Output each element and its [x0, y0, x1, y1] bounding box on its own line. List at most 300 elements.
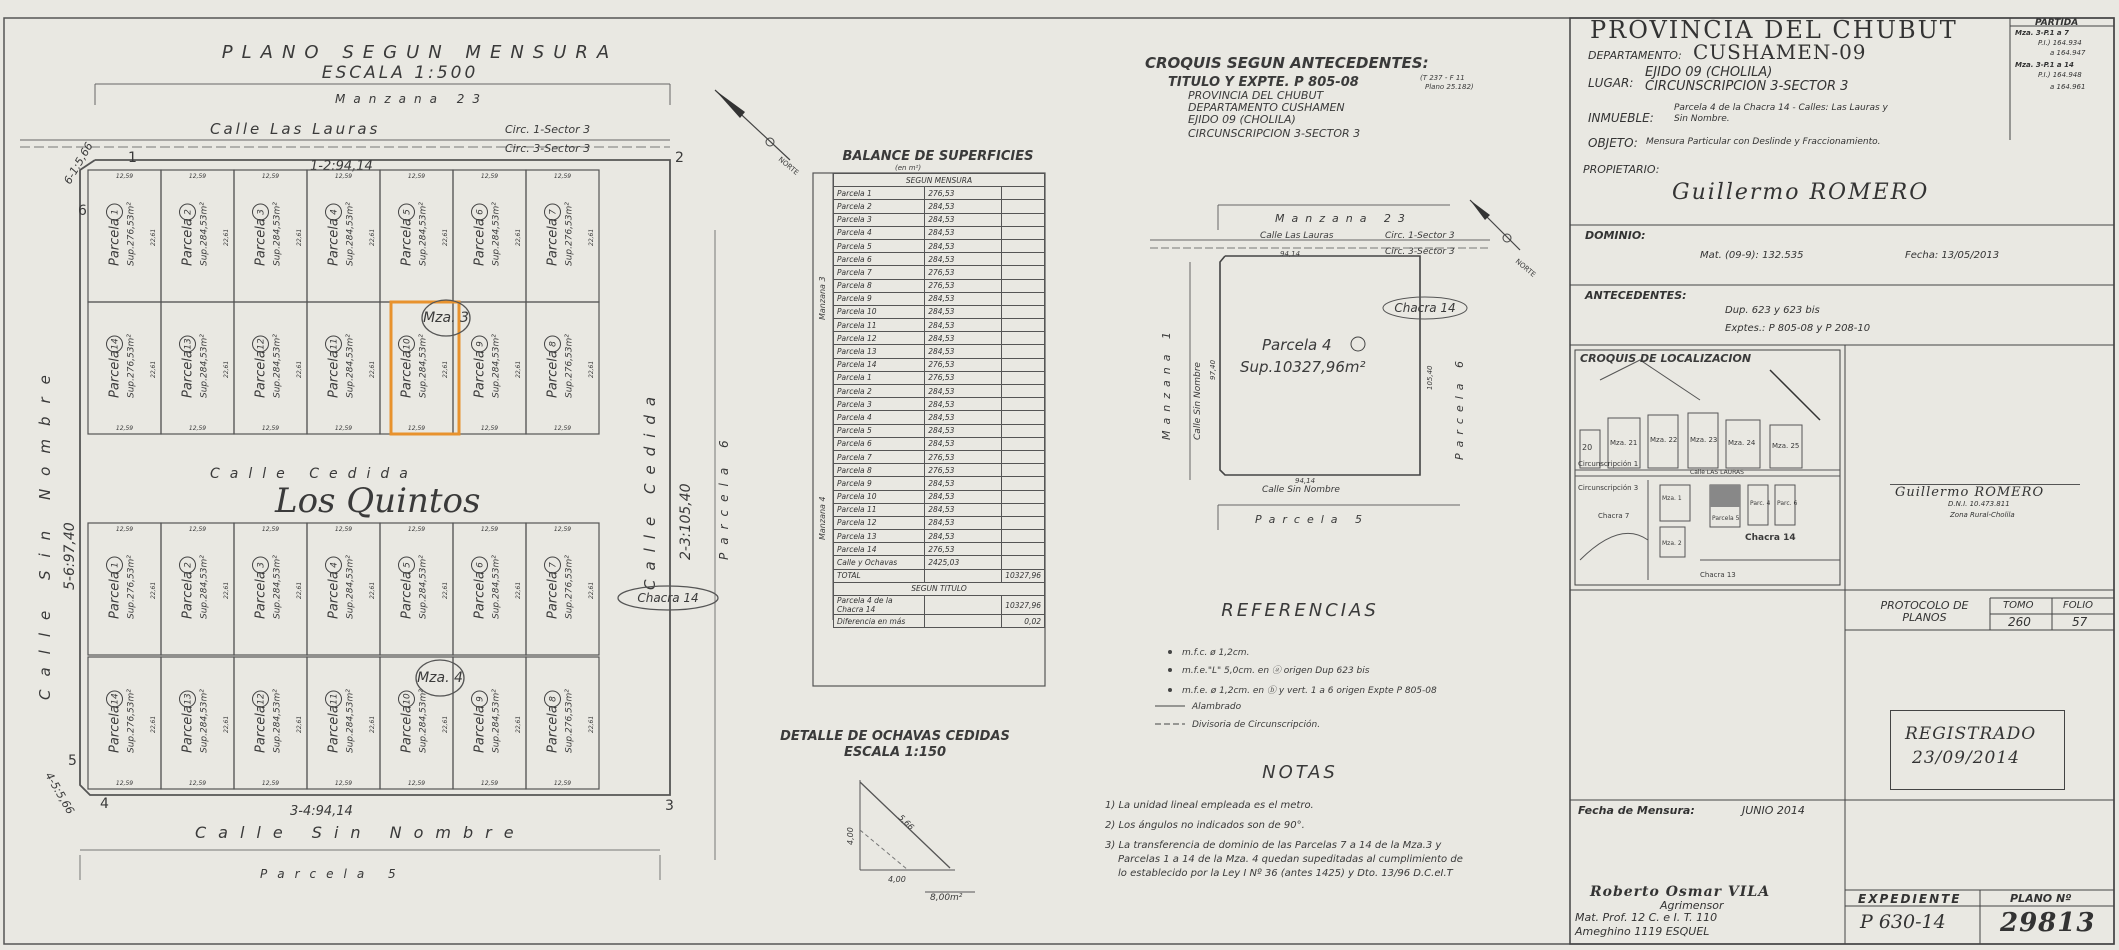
lot-surface: Sup.276,53m² — [126, 555, 137, 619]
svg-text:3) La transferencia de dominio: 3) La transferencia de dominio de las Parcelas 7 a 14 de la Mza.3 y — [1105, 840, 1442, 851]
lot-surface: Sup.284,53m² — [199, 334, 210, 398]
svg-text:(T 237 - F 11: (T 237 - F 11 — [1420, 74, 1465, 82]
svg-text:Mza. 22: Mza. 22 — [1650, 436, 1678, 444]
lot-depth: 22,61 — [515, 228, 522, 246]
lot-parcela-label: Parcela — [326, 218, 342, 266]
svg-text:ESCALA 1:150: ESCALA 1:150 — [843, 745, 947, 760]
tb-tomo-label: TOMO — [2003, 600, 2034, 611]
svg-text:DEPARTAMENTO CUSHAMEN: DEPARTAMENTO CUSHAMEN — [1188, 101, 1345, 114]
svg-text:Circ. 1-Sector 3: Circ. 1-Sector 3 — [1385, 231, 1455, 241]
svg-text:lo establecido por la Ley I Nº: lo establecido por la Ley I Nº 36 (antes 1425) y Dto. 13/96 D.C.eI.T — [1118, 868, 1453, 879]
balance-row: Calle y Ochavas 2425,03 — [834, 556, 1045, 569]
svg-text:Mza. 21: Mza. 21 — [1610, 439, 1638, 447]
svg-text:Divisoria de Circunscripción.: Divisoria de Circunscripción. — [1192, 720, 1321, 730]
balance-row: Parcela 10 284,53 — [834, 490, 1045, 503]
tb-registrado-fecha: 23/09/2014 — [1912, 748, 2020, 768]
tb-ant-2: Exptes.: P 805-08 y P 208-10 — [1725, 323, 1871, 334]
tb-ant-1: Dup. 623 y 623 bis — [1725, 305, 1820, 316]
lot-number: 12 — [256, 338, 267, 350]
lot-surface: Sup.276,53m² — [126, 202, 137, 266]
tb-fecha-mensura: JUNIO 2014 — [1742, 804, 1805, 817]
svg-text:94,14: 94,14 — [1295, 477, 1316, 485]
tb-tomo: 260 — [2008, 615, 2031, 629]
lot-number: 10 — [402, 338, 413, 350]
tb-firma-owner: Guillermo ROMERO — [1895, 485, 2045, 500]
svg-text:97,40: 97,40 — [1209, 359, 1217, 380]
lot-cell — [307, 657, 380, 789]
lot-width: 12,59 — [261, 526, 280, 533]
lot-depth: 22,61 — [296, 581, 303, 599]
plan-street-left: Calle Sin Nombre — [36, 362, 54, 700]
svg-text:Alambrado: Alambrado — [1192, 702, 1242, 712]
balance-row: Parcela 9 284,53 — [834, 292, 1045, 305]
lot-cell — [161, 170, 234, 302]
vertex-6: 6 — [78, 203, 87, 219]
croquis-antecedentes — [1145, 54, 1537, 530]
tb-inmueble-label: INMUEBLE: — [1588, 111, 1654, 125]
lot-number: 6 — [475, 562, 486, 568]
balance-row: Parcela 4 284,53 — [834, 411, 1045, 424]
lot-parcela-label: Parcela — [545, 705, 561, 753]
balance-row: Parcela 5 284,53 — [834, 239, 1045, 252]
lot-width: 12,59 — [553, 425, 572, 432]
tb-firma-zona: Zona Rural-Cholila — [1950, 511, 2015, 519]
lot-number: 1 — [110, 562, 121, 568]
plan-manzana-23: Manzana 23 — [335, 92, 489, 106]
balance-row: Parcela 7 276,53 — [834, 450, 1045, 463]
lot-depth: 22,61 — [150, 360, 157, 378]
lot-number: 6 — [475, 209, 486, 215]
balance-row: Parcela 6 284,53 — [834, 437, 1045, 450]
chacra-14-label: Chacra 14 — [637, 591, 699, 605]
lot-cell — [88, 657, 161, 789]
balance-row: Parcela 11 284,53 — [834, 503, 1045, 516]
lot-cell — [453, 170, 526, 302]
lot-width: 12,59 — [115, 173, 134, 180]
vertex-1: 1 — [128, 150, 137, 166]
lot-number: 8 — [548, 341, 559, 347]
svg-text:Calle Las Lauras: Calle Las Lauras — [1260, 231, 1334, 241]
lot-surface: Sup.276,53m² — [564, 202, 575, 266]
svg-text:Mza. 1: Mza. 1 — [1662, 495, 1682, 502]
balance-table — [833, 173, 1045, 628]
lot-parcela-label: Parcela — [107, 571, 123, 619]
balance-row: Parcela 13 284,53 — [834, 345, 1045, 358]
svg-text:Mza. 24: Mza. 24 — [1728, 439, 1756, 447]
lot-depth: 22,61 — [223, 581, 230, 599]
tb-firma-dni: D.N.I. 10.473.811 — [1948, 500, 2010, 508]
tb-partida-3: a 164.947 — [2050, 49, 2086, 57]
plan-scale: ESCALA 1:500 — [321, 63, 479, 83]
lot-number: 13 — [183, 693, 194, 705]
plan-street-middle: Calle Cedida — [210, 466, 418, 482]
svg-text:Chacra 13: Chacra 13 — [1700, 571, 1736, 579]
lot-depth: 22,61 — [369, 360, 376, 378]
lot-number: 7 — [548, 209, 559, 215]
svg-text:m.f.e."L" 5,0cm. en ⓐ origen D: m.f.e."L" 5,0cm. en ⓐ origen Dup 623 bis — [1182, 666, 1370, 676]
balance-row: TOTAL 10327,96 — [834, 569, 1045, 582]
lot-number: 5 — [402, 562, 413, 568]
lot-surface: Sup.284,53m² — [199, 689, 210, 753]
tb-partida-5: P.I.) 164.948 — [2038, 71, 2082, 79]
lot-number: 10 — [402, 693, 413, 705]
lot-cell — [88, 523, 161, 655]
plan-side-top: 1-2:94,14 — [310, 159, 373, 174]
tb-partida-1: Mza. 3-P.1 a 7 — [2015, 29, 2069, 37]
lot-width: 12,59 — [407, 526, 426, 533]
balance-row: Parcela 8 276,53 — [834, 279, 1045, 292]
balance-manzana-4: Manzana 4 — [818, 496, 827, 540]
balance-row: SEGUN MENSURA — [834, 174, 1045, 187]
lot-depth: 22,61 — [588, 715, 595, 733]
lot-parcela-label: Parcela — [472, 350, 488, 398]
lot-cell — [307, 523, 380, 655]
detalle-ochavas — [780, 729, 1010, 903]
lot-parcela-label: Parcela — [180, 705, 196, 753]
lot-width: 12,59 — [261, 173, 280, 180]
svg-text:1) La unidad lineal empleada e: 1) La unidad lineal empleada es el metro. — [1105, 800, 1314, 811]
lot-parcela-label: Parcela — [253, 705, 269, 753]
lot-depth: 22,61 — [515, 715, 522, 733]
balance-row: Parcela 3 284,53 — [834, 213, 1045, 226]
balance-row: Parcela 4 de la Chacra 14 10327,96 — [834, 596, 1045, 615]
lot-surface: Sup.284,53m² — [491, 334, 502, 398]
tb-direccion: Ameghino 1119 ESQUEL — [1575, 925, 1710, 938]
svg-text:Mza. 2: Mza. 2 — [1662, 540, 1682, 547]
balance-row: Parcela 2 284,53 — [834, 200, 1045, 213]
balance-row: Parcela 10 284,53 — [834, 305, 1045, 318]
lot-number: 14 — [110, 338, 121, 350]
lot-cell — [234, 302, 307, 434]
lot-parcela-label: Parcela — [399, 571, 415, 619]
balance-row: Parcela 14 276,53 — [834, 358, 1045, 371]
lot-parcela-label: Parcela — [326, 705, 342, 753]
tb-agrimensor-title: Agrimensor — [1660, 899, 1724, 912]
lot-surface: Sup.284,53m² — [491, 202, 502, 266]
lot-number: 3 — [256, 209, 267, 215]
svg-text:5,66: 5,66 — [896, 812, 916, 832]
plan-side-left: 5-6:97,40 — [62, 522, 78, 590]
tb-expediente-label: EXPEDIENTE — [1858, 892, 1962, 906]
tb-agrimensor: Roberto Osmar VILA — [1590, 884, 1771, 900]
balance-row: Parcela 14 276,53 — [834, 543, 1045, 556]
lot-cell — [526, 523, 599, 655]
tb-folio: 57 — [2072, 615, 2088, 629]
vertex-2: 2 — [675, 150, 684, 166]
tb-expediente: P 630-14 — [1860, 911, 1946, 933]
svg-text:PROVINCIA DEL CHUBUT: PROVINCIA DEL CHUBUT — [1188, 89, 1324, 102]
lot-surface: Sup.284,53m² — [418, 689, 429, 753]
lot-depth: 22,61 — [296, 228, 303, 246]
lot-cell — [88, 302, 161, 434]
lot-depth: 22,61 — [588, 581, 595, 599]
lot-depth: 22,61 — [442, 360, 449, 378]
svg-text:m.f.c. ø 1,2cm.: m.f.c. ø 1,2cm. — [1182, 648, 1250, 658]
balance-row: Parcela 13 284,53 — [834, 530, 1045, 543]
svg-text:Parcela 4: Parcela 4 — [1262, 336, 1332, 354]
tb-dominio-label: DOMINIO: — [1585, 229, 1646, 242]
lot-cell — [526, 657, 599, 789]
lot-width: 12,59 — [334, 526, 353, 533]
tb-antecedentes-label: ANTECEDENTES: — [1585, 289, 1687, 302]
tb-lugar-1: EJIDO 09 (CHOLILA) — [1645, 65, 1773, 80]
lot-width: 12,59 — [553, 173, 572, 180]
tb-objeto: Mensura Particular con Deslinde y Fraccionamiento. — [1646, 137, 1881, 147]
tb-folio-label: FOLIO — [2063, 600, 2094, 611]
lot-width: 12,59 — [407, 173, 426, 180]
lot-cell — [234, 657, 307, 789]
tb-protocolo: PROTOCOLO DE PLANOS — [1880, 599, 1969, 624]
lot-width: 12,59 — [480, 780, 499, 787]
lot-number: 13 — [183, 338, 194, 350]
svg-text:TITULO Y EXPTE. P 805-08: TITULO Y EXPTE. P 805-08 — [1168, 75, 1359, 90]
svg-text:Mza. 25: Mza. 25 — [1772, 442, 1800, 450]
lot-depth: 22,61 — [442, 715, 449, 733]
svg-text:Mza. 23: Mza. 23 — [1690, 436, 1718, 444]
svg-text:Calle Sin Nombre: Calle Sin Nombre — [1262, 485, 1340, 495]
lot-number: 2 — [183, 209, 194, 215]
vertex-5: 5 — [68, 753, 77, 769]
lot-width: 12,59 — [334, 780, 353, 787]
lot-surface: Sup.284,53m² — [345, 555, 356, 619]
lot-surface: Sup.284,53m² — [345, 334, 356, 398]
lot-parcela-label: Parcela — [399, 705, 415, 753]
lot-depth: 22,61 — [515, 581, 522, 599]
lot-number: 1 — [110, 209, 121, 215]
tb-partida-label: PARTIDA — [2035, 18, 2079, 28]
lot-depth: 22,61 — [588, 228, 595, 246]
balance-row: Parcela 12 284,53 — [834, 332, 1045, 345]
lot-parcela-label: Parcela — [107, 218, 123, 266]
lot-width: 12,59 — [115, 425, 134, 432]
svg-text:EJIDO 09 (CHOLILA): EJIDO 09 (CHOLILA) — [1188, 113, 1296, 126]
lot-cell — [307, 302, 380, 434]
tb-provincia: PROVINCIA DEL CHUBUT — [1590, 16, 1958, 44]
svg-text:m.f.e. ø 1,2cm. en ⓑ y vert. 1: m.f.e. ø 1,2cm. en ⓑ y vert. 1 a 6 origen Expte P 805-08 — [1182, 686, 1437, 696]
tb-lugar-label: LUGAR: — [1588, 76, 1634, 90]
svg-text:20: 20 — [1582, 443, 1593, 452]
svg-text:4,00: 4,00 — [846, 827, 855, 845]
lot-width: 12,59 — [188, 526, 207, 533]
tb-dominio-fecha: Fecha: 13/05/2013 — [1905, 250, 2000, 261]
plan-side-diag-top: 6-1:5,66 — [61, 140, 96, 187]
lot-surface: Sup.276,53m² — [126, 689, 137, 753]
lot-width: 12,59 — [480, 425, 499, 432]
lot-number: 9 — [475, 341, 486, 347]
balance-manzana-3: Manzana 3 — [818, 276, 827, 320]
tb-inmueble: Parcela 4 de la Chacra 14 - Calles: Las Lauras y — [1674, 103, 1888, 113]
lot-depth: 22,61 — [296, 715, 303, 733]
balance-unit: (en m²) — [895, 164, 922, 172]
svg-text:2) Los ángulos no indicados so: 2) Los ángulos no indicados son de 90°. — [1105, 820, 1305, 831]
north-arrow-icon — [715, 90, 800, 177]
lot-number: 9 — [475, 696, 486, 702]
balance-row: Diferencia en más 0,02 — [834, 615, 1045, 628]
svg-text:Sup.10327,96m²: Sup.10327,96m² — [1240, 358, 1366, 376]
lot-surface: Sup.276,53m² — [564, 334, 575, 398]
lot-width: 12,59 — [115, 526, 134, 533]
lot-depth: 22,61 — [369, 228, 376, 246]
lot-number: 8 — [548, 696, 559, 702]
lot-depth: 22,61 — [150, 581, 157, 599]
lot-number: 4 — [329, 562, 340, 568]
lot-surface: Sup.284,53m² — [272, 202, 283, 266]
lot-cell — [161, 523, 234, 655]
lot-parcela-label: Parcela — [472, 705, 488, 753]
balance-row: Parcela 9 284,53 — [834, 477, 1045, 490]
plan-circ3: Circ. 3-Sector 3 — [505, 142, 591, 155]
tb-depto: CUSHAMEN-09 — [1693, 40, 1867, 64]
svg-text:Chacra 14: Chacra 14 — [1745, 533, 1796, 543]
svg-text:CROQUIS DE LOCALIZACION: CROQUIS DE LOCALIZACION — [1580, 352, 1752, 365]
svg-text:Parc. 6: Parc. 6 — [1777, 500, 1798, 507]
lot-number: 5 — [402, 209, 413, 215]
balance-row: Parcela 1 276,53 — [834, 187, 1045, 200]
lot-cell — [526, 170, 599, 302]
tb-partida-6: a 164.961 — [2050, 83, 2086, 91]
lot-number: 7 — [548, 562, 559, 568]
svg-text:Calle LAS LAURAS: Calle LAS LAURAS — [1690, 469, 1744, 476]
lot-cell — [307, 170, 380, 302]
lot-parcela-label: Parcela — [253, 218, 269, 266]
svg-text:Chacra 7: Chacra 7 — [1598, 512, 1630, 520]
tb-matricula: Mat. Prof. 12 C. e I. T. 110 — [1575, 911, 1718, 924]
svg-text:8,00m²: 8,00m² — [930, 893, 963, 903]
lot-parcela-label: Parcela — [326, 350, 342, 398]
tb-inmueble-2: Sin Nombre. — [1674, 114, 1730, 124]
lot-parcela-label: Parcela — [545, 218, 561, 266]
lot-depth: 22,61 — [442, 228, 449, 246]
lot-width: 12,59 — [115, 780, 134, 787]
lot-parcela-label: Parcela — [253, 350, 269, 398]
manzana-4-lots — [88, 523, 599, 789]
tb-dominio: Mat. (09-9): 132.535 — [1700, 250, 1804, 261]
vertex-4: 4 — [100, 796, 109, 812]
lot-number: 14 — [110, 693, 121, 705]
svg-text:Parcela 5: Parcela 5 — [1255, 513, 1370, 526]
mza-4-label: Mza. 4 — [417, 670, 463, 686]
lot-cell — [380, 523, 453, 655]
tb-objeto-label: OBJETO: — [1588, 136, 1638, 150]
lot-depth: 22,61 — [150, 715, 157, 733]
lot-cell — [234, 170, 307, 302]
lot-parcela-label: Parcela — [107, 350, 123, 398]
svg-text:CROQUIS SEGUN ANTECEDENTES:: CROQUIS SEGUN ANTECEDENTES: — [1145, 54, 1429, 72]
lot-number: 11 — [329, 338, 340, 350]
svg-text:Manzana 1: Manzana 1 — [1160, 326, 1173, 440]
plan-circ1: Circ. 1-Sector 3 — [505, 123, 591, 136]
svg-text:NORTE: NORTE — [1513, 257, 1538, 279]
balance-row: Parcela 8 276,53 — [834, 464, 1045, 477]
lot-surface: Sup.276,53m² — [126, 334, 137, 398]
plan-parcela-5: Parcela 5 — [260, 867, 406, 881]
lot-surface: Sup.284,53m² — [272, 689, 283, 753]
lot-depth: 22,61 — [223, 228, 230, 246]
plan-street-bottom: Calle Sin Nombre — [195, 823, 526, 842]
lot-parcela-label: Parcela — [326, 571, 342, 619]
lot-parcela-label: Parcela — [107, 705, 123, 753]
lot-width: 12,59 — [480, 173, 499, 180]
balance-title: BALANCE DE SUPERFICIES — [842, 149, 1034, 164]
lot-surface: Sup.284,53m² — [199, 555, 210, 619]
lot-width: 12,59 — [188, 173, 207, 180]
croquis-localizacion — [1575, 350, 1840, 585]
lot-width: 12,59 — [480, 526, 499, 533]
lot-number: 3 — [256, 562, 267, 568]
balance-row: Parcela 6 284,53 — [834, 253, 1045, 266]
svg-text:Circ. 3-Sector 3: Circ. 3-Sector 3 — [1385, 247, 1455, 257]
lot-width: 12,59 — [334, 173, 353, 180]
balance-row: Parcela 1 276,53 — [834, 371, 1045, 384]
plan-parcela-6: Parcela 6 — [717, 432, 731, 560]
balance-row: Parcela 5 284,53 — [834, 424, 1045, 437]
svg-text:Circunscripción 1: Circunscripción 1 — [1578, 460, 1639, 468]
balance-row: Parcela 4 284,53 — [834, 226, 1045, 239]
lot-depth: 22,61 — [442, 581, 449, 599]
lot-cell — [380, 170, 453, 302]
plan-street-right: Calle Cedida — [641, 387, 659, 590]
balance-row: SEGUN TITULO — [834, 582, 1045, 595]
balance-row: Parcela 11 284,53 — [834, 319, 1045, 332]
lot-surface: Sup.276,53m² — [564, 555, 575, 619]
svg-text:Plano 25.182): Plano 25.182) — [1425, 83, 1474, 91]
lot-depth: 22,61 — [588, 360, 595, 378]
lot-surface: Sup.284,53m² — [491, 555, 502, 619]
lot-parcela-label: Parcela — [472, 571, 488, 619]
lot-depth: 22,61 — [150, 228, 157, 246]
plan-side-diag-bottom: 4-5:5,66 — [42, 770, 77, 817]
tb-partida-4: Mza. 3-P.1 a 14 — [2015, 61, 2074, 69]
lot-cell — [234, 523, 307, 655]
balance-row: Parcela 3 284,53 — [834, 398, 1045, 411]
svg-text:Circunscripción 3: Circunscripción 3 — [1578, 484, 1639, 492]
tb-depto-label: DEPARTAMENTO: — [1588, 49, 1682, 62]
lot-cell — [161, 302, 234, 434]
lot-width: 12,59 — [407, 780, 426, 787]
lot-parcela-label: Parcela — [472, 218, 488, 266]
lot-surface: Sup.284,53m² — [491, 689, 502, 753]
plan-street-top: Calle Las Lauras — [210, 120, 381, 138]
lot-width: 12,59 — [334, 425, 353, 432]
svg-text:Parcelas 1 a 14 de la Mza. 4 q: Parcelas 1 a 14 de la Mza. 4 quedan supeditadas al cumplimiento de — [1118, 854, 1463, 865]
svg-text:Calle Sin Nombre: Calle Sin Nombre — [1193, 362, 1203, 440]
svg-text:DETALLE DE OCHAVAS CEDIDAS: DETALLE DE OCHAVAS CEDIDAS — [780, 729, 1010, 744]
lot-width: 12,59 — [261, 425, 280, 432]
lot-parcela-label: Parcela — [253, 571, 269, 619]
svg-text:NORTE: NORTE — [776, 155, 801, 177]
balance-row: Parcela 2 284,53 — [834, 385, 1045, 398]
lot-number: 4 — [329, 209, 340, 215]
tb-partida-2: P.I.) 164.934 — [2038, 39, 2082, 47]
svg-text:Parcela 5: Parcela 5 — [1712, 515, 1740, 522]
tb-registrado: REGISTRADO — [1905, 724, 2037, 744]
svg-text:Parcela 6: Parcela 6 — [1453, 354, 1466, 460]
lot-surface: Sup.276,53m² — [564, 689, 575, 753]
tb-lugar-2: CIRCUNSCRIPCION 3-SECTOR 3 — [1645, 79, 1849, 94]
lot-surface: Sup.284,53m² — [345, 689, 356, 753]
lot-parcela-label: Parcela — [180, 350, 196, 398]
lot-parcela-label: Parcela — [180, 571, 196, 619]
vertex-3: 3 — [665, 798, 674, 814]
lot-parcela-label: Parcela — [545, 571, 561, 619]
lot-width: 12,59 — [188, 425, 207, 432]
manzana-3-lots — [88, 170, 599, 434]
notas — [1105, 762, 1463, 879]
balance-row: Parcela 12 284,53 — [834, 516, 1045, 529]
lot-cell — [526, 302, 599, 434]
svg-text:Parc. 4: Parc. 4 — [1750, 500, 1771, 507]
lot-depth: 22,61 — [296, 360, 303, 378]
